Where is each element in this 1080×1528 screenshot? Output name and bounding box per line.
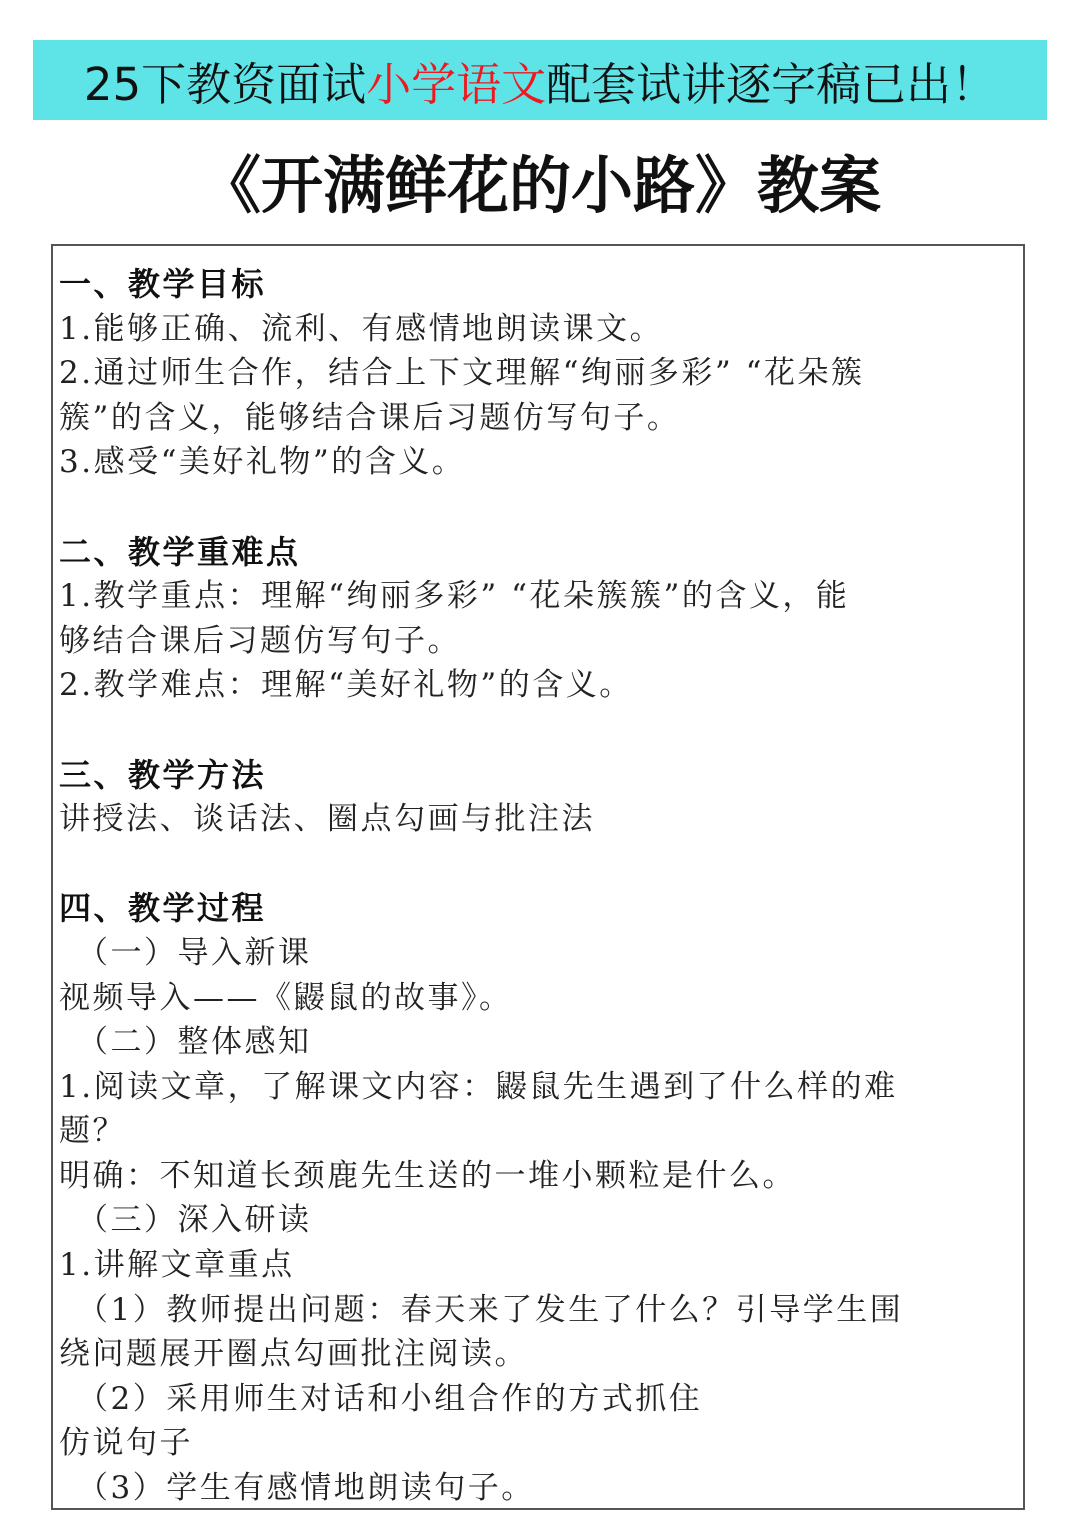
process-line: （1）教师提出问题：春天来了发生了什么？引导学生围 xyxy=(77,1291,904,1328)
process-line: 1.阅读文章，了解课文内容：鼹鼠先生遇到了什么样的难 xyxy=(59,1068,898,1105)
methods-line: 讲授法、谈话法、圈点勾画与批注法 xyxy=(59,801,595,838)
process-line: 题？ xyxy=(59,1113,126,1150)
process-line: 明确：不知道长颈鹿先生送的一堆小颗粒是什么。 xyxy=(59,1157,796,1194)
promo-banner xyxy=(33,40,1047,120)
banner-prefix: 25下教资面试 xyxy=(83,57,367,111)
section-heading-process: 四、教学过程 xyxy=(59,889,267,928)
section-heading-goals: 一、教学目标 xyxy=(59,265,267,303)
section-heading-methods: 三、教学方法 xyxy=(59,755,267,794)
section-gap xyxy=(59,485,1013,530)
goals-line: 2.通过师生合作，结合上下文理解“绚丽多彩” “花朵簇 xyxy=(59,355,865,392)
section-gap xyxy=(59,842,1013,887)
process-subheading: （三）深入研读 xyxy=(77,1202,312,1239)
process-subheading: （一）导入新课 xyxy=(77,934,312,971)
page-title: 《开满鲜花的小路》教案 xyxy=(198,149,881,222)
process-line: （3）学生有感情地朗读句子。 xyxy=(77,1470,535,1507)
goals-line: 1.能够正确、流利、有感情地朗读课文。 xyxy=(59,310,664,347)
goals-line: 簇”的含义，能够结合课后习题仿写句子。 xyxy=(59,399,681,436)
process-line: 绕问题展开圈点勾画批注阅读。 xyxy=(59,1336,528,1373)
process-subheading: （二）整体感知 xyxy=(77,1024,312,1061)
section-heading-key-points: 二、教学重难点 xyxy=(59,532,301,571)
banner-suffix: 配套试讲逐字稿已出！ xyxy=(546,57,997,111)
process-line: （2）采用师生对话和小组合作的方式抓住 xyxy=(77,1380,703,1417)
section-gap xyxy=(59,708,1013,753)
key-points-line: 2.教学难点：理解“美好礼物”的含义。 xyxy=(59,667,633,704)
goals-line: 3.感受“美好礼物”的含义。 xyxy=(59,444,466,481)
lesson-plan-box xyxy=(51,244,1025,1510)
process-line: 仿说句子 xyxy=(59,1425,193,1462)
key-points-line: 1.教学重点：理解“绚丽多彩” “花朵簇簇”的含义，能 xyxy=(59,578,850,615)
process-line: 1.讲解文章重点 xyxy=(59,1247,295,1284)
banner-highlight: 小学语文 xyxy=(366,57,547,111)
process-line: 视频导入——《鼹鼠的故事》。 xyxy=(59,979,513,1016)
key-points-line: 够结合课后习题仿写句子。 xyxy=(59,622,461,659)
